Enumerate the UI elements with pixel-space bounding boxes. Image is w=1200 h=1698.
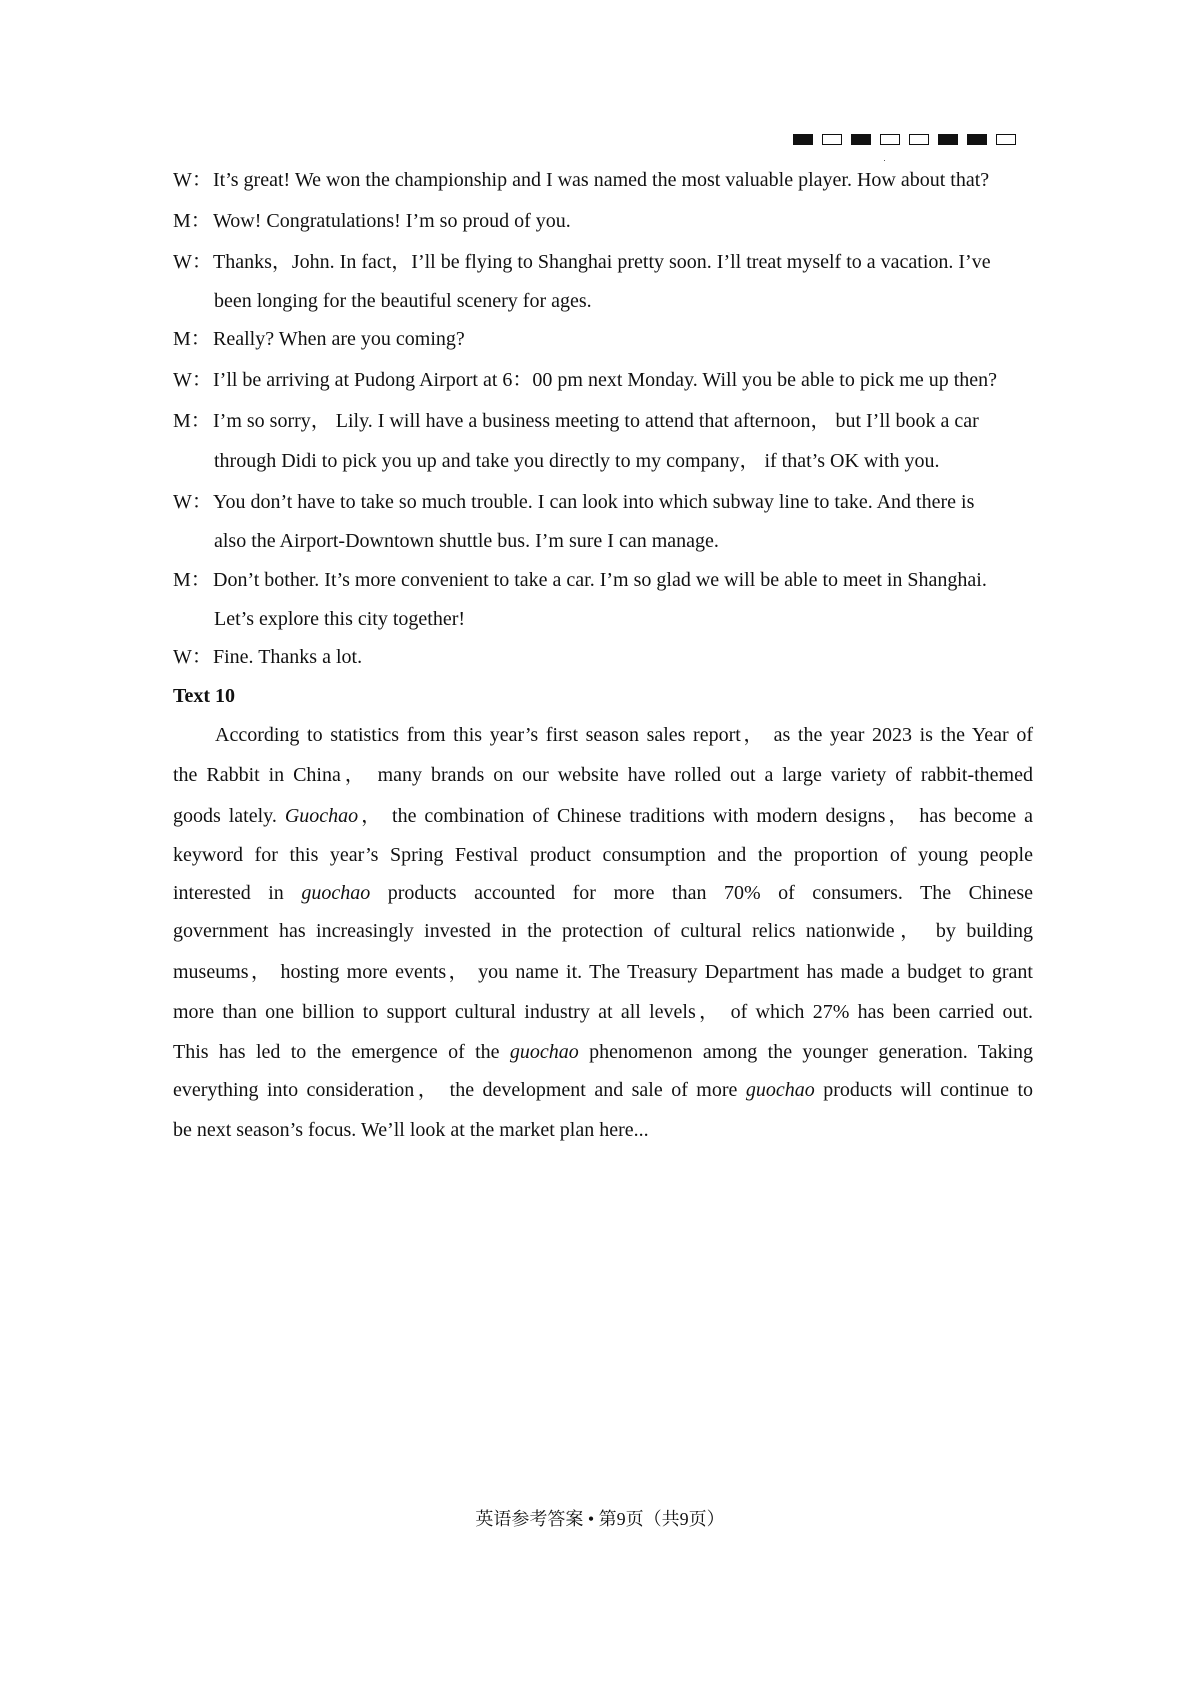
dialogue-line [173, 291, 592, 311]
dialogue-line [173, 647, 362, 667]
dialogue-text: I’ll be arriving at Pudong Airport at 6：00 pm next Monday. Will you be able to pick me up then? [213, 369, 998, 391]
speaker-label: W： [173, 646, 212, 668]
passage-text: keyword for this year’s Spring Festival product consumption and the proportion of young people [173, 844, 1033, 866]
dialogue-text: been longing for the beautiful scenery for ages. [214, 290, 592, 312]
passage-line [173, 1002, 1033, 1022]
passage-line [173, 806, 1033, 826]
dialogue-line [173, 329, 465, 349]
dialogue-line [173, 370, 997, 390]
passage-line [173, 845, 1033, 865]
speaker-label: W： [173, 491, 212, 513]
passage-text: interested in [173, 882, 302, 904]
dialogue-line [173, 211, 571, 231]
header-square [793, 134, 813, 145]
text10-heading: Text 10 [173, 685, 236, 707]
passage-text: government has increasingly invested in the protection of cultural relics nationwide， by building [173, 920, 1033, 942]
header-square [851, 134, 871, 145]
italic-term: guochao [745, 1079, 815, 1101]
passage-line [173, 765, 1033, 785]
italic-term: guochao [301, 882, 371, 904]
dialogue-text: It’s great! We won the championship and I was named the most valuable player. How about that? [213, 169, 990, 191]
speaker-label: W： [173, 251, 212, 273]
dialogue-line [173, 451, 939, 471]
dialogue-text: Let’s explore this city together! [214, 608, 466, 630]
dialogue-text: I’m so sorry， Lily. I will have a business meeting to attend that afternoon， but I’ll book a car [213, 410, 979, 432]
passage-line [173, 921, 1033, 941]
speaker-label: M： [173, 569, 211, 591]
dialogue-line [173, 531, 719, 551]
dialogue-line [173, 570, 987, 590]
passage-text: This has led to the emergence of the [173, 1041, 510, 1063]
passage-text: products will continue to [814, 1079, 1034, 1101]
dialogue-line [173, 609, 465, 629]
passage-text: be next season’s focus. We’ll look at the market plan here... [173, 1119, 649, 1141]
passage-text: museums， hosting more events， you name it. The Treasury Department has made a budget to grant [173, 961, 1033, 983]
header-square [880, 134, 900, 145]
dialogue-text: through Didi to pick you up and take you directly to my company， if that’s OK with you. [214, 450, 940, 472]
header-square [967, 134, 987, 145]
passage-text: According to statistics from this year’s first season sales report， as the year 2023 is the Year of [215, 724, 1033, 746]
page-footer: 英语参考答案 • 第9页（共9页） [475, 1509, 725, 1529]
dialogue-text: Fine. Thanks a lot. [213, 646, 363, 668]
dialogue-text: Don’t bother. It’s more convenient to take a car. I’m so glad we will be able to meet in Shanghai. [213, 569, 987, 591]
passage-text: everything into consideration， the development and sale of more [173, 1079, 746, 1101]
dialogue-text: Thanks，John. In fact，I’ll be flying to Shanghai pretty soon. I’ll treat myself to a vacation. I’ve [213, 251, 991, 273]
header-square [996, 134, 1016, 145]
passage-line [173, 1042, 1033, 1062]
passage-line [173, 962, 1033, 982]
dialogue-text: Really? When are you coming? [213, 328, 465, 350]
passage-text: ， the combination of Chinese traditions with modern designs， has become a [358, 805, 1033, 827]
dialogue-text: also the Airport-Downtown shuttle bus. I’m sure I can manage. [214, 530, 719, 552]
header-square [938, 134, 958, 145]
dialogue-line [173, 492, 974, 512]
dialogue-line [173, 411, 979, 431]
speaker-label: M： [173, 410, 211, 432]
dialogue-line [173, 252, 991, 272]
passage-text: phenomenon among the younger generation. Taking [578, 1041, 1033, 1063]
passage-text: goods lately. [173, 805, 285, 827]
speaker-label: W： [173, 369, 212, 391]
header-square [822, 134, 842, 145]
passage-line [173, 725, 1033, 745]
dialogue-text: You don’t have to take so much trouble. I can look into which subway line to take. And there is [213, 491, 975, 513]
passage-line [173, 883, 1033, 903]
speaker-label: W： [173, 169, 212, 191]
italic-term: guochao [509, 1041, 579, 1063]
passage-line [173, 1120, 1033, 1140]
speaker-label: M： [173, 328, 211, 350]
speaker-label: M： [173, 210, 211, 232]
passage-text: more than one billion to support cultural industry at all levels， of which 27% has been carried out. [173, 1001, 1033, 1023]
dialogue-line [173, 170, 989, 190]
passage-text: products accounted for more than 70% of consumers. The Chinese [370, 882, 1034, 904]
header-squares [793, 134, 1016, 145]
italic-term: Guochao [284, 805, 359, 827]
header-square [909, 134, 929, 145]
passage-line [173, 1080, 1033, 1100]
header-dot [884, 160, 885, 161]
passage-text: the Rabbit in China， many brands on our website have rolled out a large variety of rabbit-themed [173, 764, 1033, 786]
dialogue-text: Wow! Congratulations! I’m so proud of you. [213, 210, 571, 232]
